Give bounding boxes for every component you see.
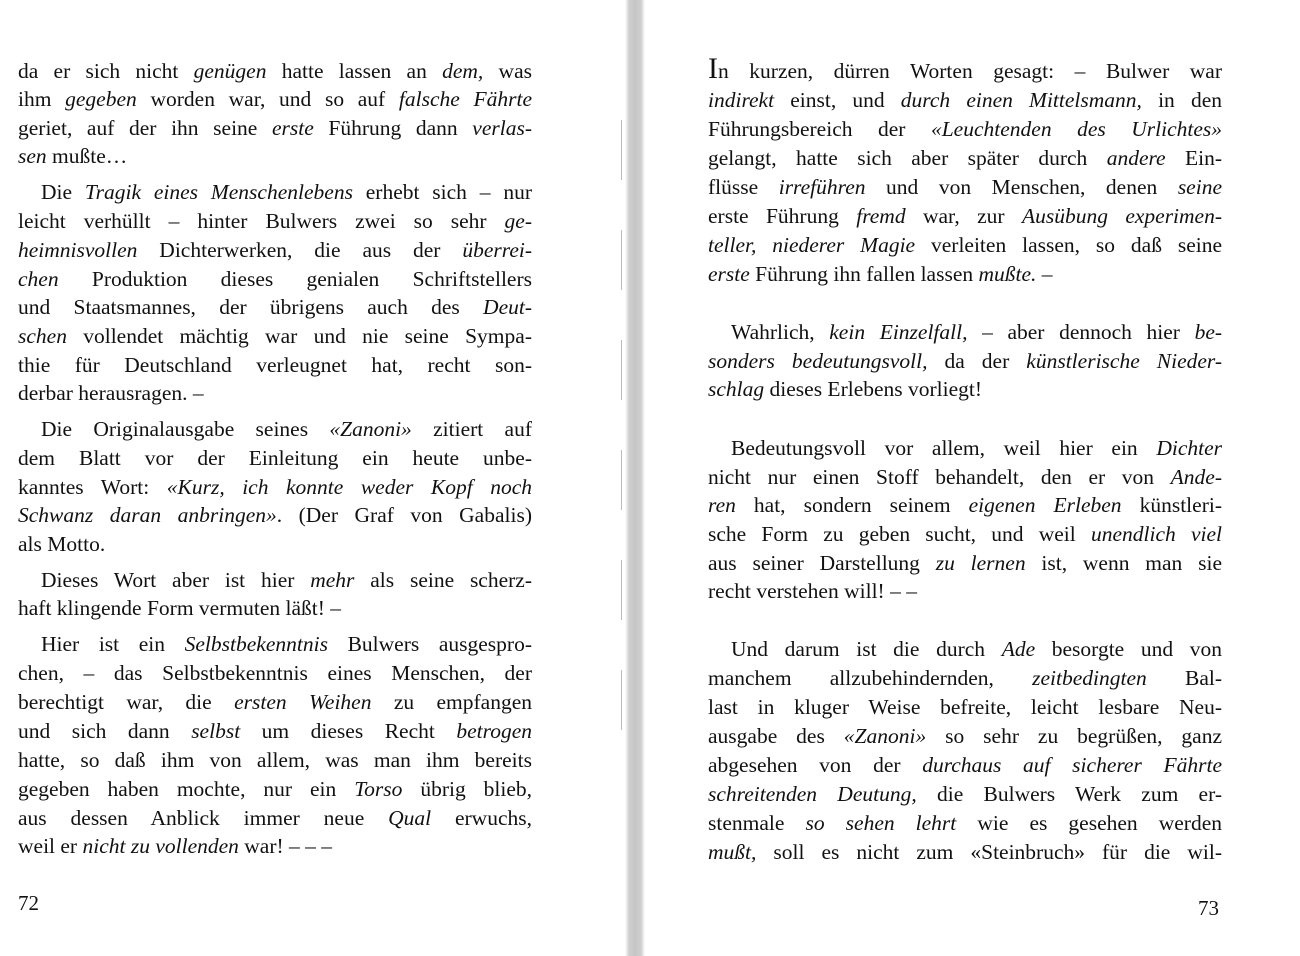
page-number-right: 73	[1198, 896, 1219, 920]
text-run: Bal-	[1146, 666, 1222, 690]
text-run: die Bulwers Werk zum er-	[916, 782, 1222, 806]
italic-phrase: genügen	[193, 59, 267, 83]
italic-phrase: falsche Fährte	[398, 87, 533, 111]
text-run: berechtigt war, die	[18, 690, 235, 714]
text-run: was	[483, 59, 532, 83]
text-line	[708, 86, 1222, 115]
text-run: und sich dann	[18, 719, 192, 743]
text-run: leicht verhüllt – hinter Bulwers zwei so sehr	[18, 209, 505, 233]
text-line	[18, 688, 532, 717]
italic-phrase: selbst	[191, 719, 241, 743]
text-run: aus seiner Darstellung	[708, 551, 936, 575]
italic-phrase: schlag	[708, 377, 765, 401]
italic-phrase: schen	[18, 324, 67, 348]
text-run: zu empfangen	[371, 690, 532, 714]
text-run: besorgte und von	[1035, 637, 1222, 661]
text-run: thie für Deutschland verleugnet hat, recht son-	[18, 353, 532, 377]
text-line	[18, 530, 532, 559]
text-line	[708, 173, 1222, 202]
text-run: da der	[927, 349, 1027, 373]
text-run: gelangt, hatte sich aber später durch	[708, 146, 1107, 170]
text-run: als Motto.	[18, 532, 106, 556]
text-run: weil er	[18, 834, 83, 858]
text-line	[708, 347, 1222, 376]
text-line	[18, 85, 532, 114]
text-run: Dichterwerken, die aus der	[137, 238, 463, 262]
text-run: stenmale	[708, 811, 806, 835]
italic-phrase: mußt,	[708, 840, 757, 864]
text-run: Dieses Wort aber ist hier	[41, 568, 311, 592]
gutter-shadow	[621, 120, 622, 770]
text-line	[708, 434, 1222, 463]
text-line	[708, 520, 1222, 549]
italic-phrase: künstlerische Nieder-	[1026, 349, 1223, 373]
text-line	[708, 751, 1222, 780]
italic-phrase: sonders bedeutungsvoll,	[708, 349, 928, 373]
italic-phrase: nicht zu vollenden	[82, 834, 239, 858]
left-page	[0, 0, 600, 956]
italic-phrase: zeitbedingten	[1032, 666, 1147, 690]
text-line	[708, 491, 1222, 520]
text-run: Ein-	[1165, 146, 1222, 170]
italic-phrase: mehr	[310, 568, 355, 592]
italic-phrase: seine	[1177, 175, 1222, 199]
text-line	[708, 375, 1222, 404]
italic-phrase: «Zanoni»	[843, 724, 927, 748]
text-run: einst, und	[774, 88, 901, 112]
italic-phrase: Deut-	[483, 295, 532, 319]
italic-phrase: Dichter	[1156, 436, 1222, 460]
text-line	[708, 664, 1222, 693]
text-run: erste Führung	[708, 204, 857, 228]
text-run: übrig blieb,	[402, 777, 533, 801]
text-run: erwuchs,	[431, 806, 532, 830]
text-line	[18, 630, 532, 659]
text-run: erhebt sich – nur	[352, 180, 532, 204]
text-line	[18, 746, 532, 775]
text-line	[708, 318, 1222, 347]
text-line	[18, 265, 532, 294]
text-run: last in kluger Weise befreite, leicht lesbare Neu-	[708, 695, 1222, 719]
text-line	[18, 832, 532, 861]
text-run: Die	[41, 180, 85, 204]
italic-phrase: so sehen lehrt	[805, 811, 957, 835]
text-line	[708, 463, 1222, 492]
italic-phrase: betrogen	[456, 719, 532, 743]
italic-phrase: unendlich viel	[1090, 522, 1222, 546]
italic-phrase: mußte.	[978, 262, 1037, 286]
text-run: n kurzen, dürren Worten gesagt: – Bulwer war	[718, 59, 1222, 83]
text-line	[18, 236, 532, 265]
right-page	[660, 0, 1300, 956]
text-run: so sehr zu begrüßen, ganz	[926, 724, 1223, 748]
text-run: Hier ist ein	[41, 632, 185, 656]
italic-phrase: ge-	[504, 209, 532, 233]
italic-phrase: sen	[18, 144, 47, 168]
italic-phrase: teller, niederer Magie	[708, 233, 916, 257]
text-run: abgesehen von der	[708, 753, 923, 777]
text-run: ist, wenn man sie	[1025, 551, 1222, 575]
text-run: um dieses Recht	[240, 719, 457, 743]
text-run: sche Form zu geben sucht, und weil	[708, 522, 1091, 546]
text-run: hat, sondern seinem	[735, 493, 969, 517]
text-run: Und darum ist die durch	[731, 637, 1002, 661]
text-run: derbar herausragen. –	[18, 381, 204, 405]
text-run: Führung ihn fallen lassen	[749, 262, 979, 286]
text-line	[708, 115, 1222, 144]
text-run: mußte…	[46, 144, 128, 168]
text-run: Produktion dieses genialen Schriftstellers	[58, 267, 532, 291]
text-run: gegeben haben mochte, nur ein	[18, 777, 355, 801]
italic-phrase: Ande-	[1170, 465, 1222, 489]
italic-phrase: «Leuchtenden des Urlichtes»	[930, 117, 1223, 141]
text-line	[18, 379, 532, 408]
italic-phrase: Torso	[354, 777, 403, 801]
text-run: haft klingende Form vermuten läßt! –	[18, 596, 342, 620]
italic-phrase: gegeben	[65, 87, 137, 111]
text-run: flüsse	[708, 175, 779, 199]
text-line	[18, 207, 532, 236]
italic-phrase: Selbstbekenntnis	[184, 632, 328, 656]
text-run: verleiten lassen, so daß seine	[915, 233, 1223, 257]
text-line	[18, 566, 532, 595]
italic-phrase: indirekt	[708, 88, 775, 112]
text-line	[708, 231, 1222, 260]
text-run: –	[1036, 262, 1053, 286]
text-line	[708, 635, 1222, 664]
italic-phrase: ren	[708, 493, 736, 517]
text-run: manchem allzubehindernden,	[708, 666, 1033, 690]
text-line	[708, 780, 1222, 809]
italic-phrase: heimnisvollen	[18, 238, 138, 262]
book-gutter	[625, 0, 645, 956]
text-run: und Staatsmannes, der übrigens auch des	[18, 295, 484, 319]
text-run: – aber dennoch hier	[967, 320, 1195, 344]
italic-phrase: verlas-	[472, 116, 532, 140]
text-run: geriet, auf der ihn seine	[18, 116, 272, 140]
text-run: aus dessen Anblick immer neue	[18, 806, 389, 830]
text-line	[18, 444, 532, 473]
text-run: Bulwers ausgespro-	[327, 632, 532, 656]
italic-phrase: Schwanz daran anbringen»	[18, 503, 277, 527]
text-run: hatte, so daß ihm von allem, was man ihm bereits	[18, 748, 532, 772]
text-line	[708, 693, 1222, 722]
text-run: ausgabe des	[708, 724, 844, 748]
italic-phrase: ersten Weihen	[234, 690, 372, 714]
text-run: Führungsbereich der	[708, 117, 931, 141]
text-line	[18, 594, 532, 623]
text-line	[18, 351, 532, 380]
text-line	[18, 178, 532, 207]
text-line	[708, 722, 1222, 751]
italic-phrase: zu lernen	[935, 551, 1026, 575]
text-line	[18, 775, 532, 804]
italic-phrase: erste	[271, 116, 314, 140]
text-run: kanntes Wort:	[18, 475, 167, 499]
italic-phrase: Qual	[388, 806, 432, 830]
text-run: in den	[1141, 88, 1222, 112]
text-line	[18, 501, 532, 530]
text-run: als seine scherz-	[354, 568, 533, 592]
text-run: war! – – –	[238, 834, 333, 858]
text-run: Führung dann	[313, 116, 473, 140]
italic-phrase: durch einen Mittelsmann,	[900, 88, 1142, 112]
text-run: . (Der Graf von Gabalis)	[276, 503, 532, 527]
italic-phrase: chen	[18, 267, 59, 291]
page-number-left: 72	[18, 891, 39, 915]
text-line	[18, 322, 532, 351]
text-run: dem Blatt vor der Einleitung ein heute unbe-	[18, 446, 532, 470]
italic-phrase: Tragik eines Menschenlebens	[84, 180, 353, 204]
initial-letter: I	[708, 52, 718, 85]
italic-phrase: schreitenden Deutung,	[708, 782, 917, 806]
text-run: vollendet mächtig war und nie seine Sympa-	[66, 324, 532, 348]
italic-phrase: be-	[1194, 320, 1223, 344]
italic-phrase: dem,	[442, 59, 484, 83]
text-run: künstleri-	[1121, 493, 1222, 517]
italic-phrase: andere	[1106, 146, 1166, 170]
text-line	[708, 549, 1222, 578]
text-run: Wahrlich,	[731, 320, 830, 344]
text-line	[18, 57, 532, 86]
text-run: und von Menschen, denen	[865, 175, 1178, 199]
text-line	[18, 114, 532, 143]
text-run: dieses Erlebens vorliegt!	[764, 377, 983, 401]
italic-phrase: kein Einzelfall,	[829, 320, 968, 344]
text-run: Bedeutungsvoll vor allem, weil hier ein	[731, 436, 1157, 460]
italic-phrase: «Kurz, ich konnte weder Kopf noch	[166, 475, 532, 499]
text-line	[708, 202, 1222, 231]
italic-phrase: irreführen	[778, 175, 866, 199]
text-line	[708, 577, 1222, 606]
italic-phrase: überrei-	[462, 238, 532, 262]
italic-phrase: eigenen Erleben	[968, 493, 1122, 517]
text-run: da er sich nicht	[18, 59, 194, 83]
text-run: hatte lassen an	[266, 59, 443, 83]
text-line	[18, 804, 532, 833]
text-run: soll es nicht zum «Steinbruch» für die wil-	[756, 840, 1222, 864]
italic-phrase: fremd	[856, 204, 906, 228]
text-line	[18, 659, 532, 688]
text-line	[18, 142, 532, 171]
text-line	[18, 473, 532, 502]
italic-phrase: durchaus auf sicherer Fährte	[922, 753, 1222, 777]
italic-phrase: «Zanoni»	[329, 417, 412, 441]
text-line	[18, 293, 532, 322]
italic-phrase: Ade	[1001, 637, 1036, 661]
text-run: zitiert auf	[411, 417, 532, 441]
italic-phrase: Ausübung experimen-	[1021, 204, 1223, 228]
text-run: Die Originalausgabe seines	[41, 417, 330, 441]
text-line	[18, 717, 532, 746]
text-line	[708, 809, 1222, 838]
text-run: wie es gesehen werden	[956, 811, 1222, 835]
text-run: recht verstehen will! – –	[708, 579, 917, 603]
text-run: war, zur	[905, 204, 1022, 228]
italic-phrase: erste	[708, 262, 750, 286]
text-run: nicht nur einen Stoff behandelt, den er von	[708, 465, 1171, 489]
text-line	[708, 144, 1222, 173]
text-run: worden war, und so auf	[136, 87, 399, 111]
text-run: chen, – das Selbstbekenntnis eines Menschen, der	[18, 661, 532, 685]
text-line	[708, 52, 1222, 86]
text-line	[18, 415, 532, 444]
text-run: ihm	[18, 87, 66, 111]
text-line	[708, 838, 1222, 867]
text-line	[708, 260, 1222, 289]
